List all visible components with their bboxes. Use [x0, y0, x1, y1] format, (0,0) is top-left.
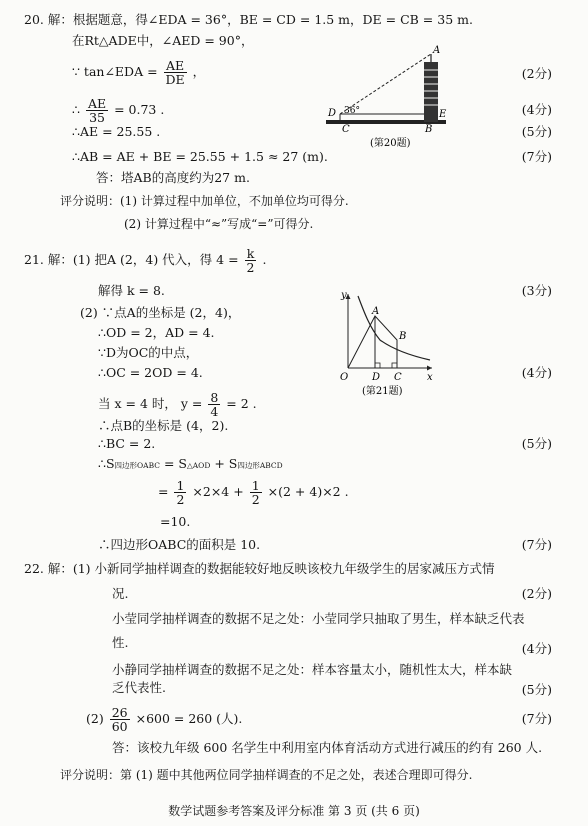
q21-line5: ∵D为OC的中点，	[98, 345, 199, 360]
q20-tan-prefix: ∵ tan∠EDA =	[72, 64, 158, 79]
q20-line1: 20. 解：根据题意，得∠EDA = 36°，BE = CD = 1.5 m，DE = CB = 35 m.	[24, 12, 473, 27]
q22-line1: 22. 解：(1) 小新同学抽样调查的数据能较好地反映该校九年级学生的居家减压方式情	[24, 561, 495, 576]
q21-score-2: (4分)	[521, 365, 552, 380]
q21-label-c: C	[394, 372, 402, 383]
q22-score-2: (4分)	[521, 641, 552, 656]
q21-line7-prefix: 当 x = 4 时，	[98, 396, 177, 411]
q20-tan-denominator: DE	[165, 72, 185, 87]
q21-right-angle-c	[392, 363, 397, 368]
q21-area-line	[98, 456, 283, 474]
q21-calc-mid: ×2×4 +	[192, 484, 244, 499]
q21-quadrilateral	[348, 316, 397, 368]
q21-area-lhs: ∴S	[98, 456, 115, 471]
q22-fraction	[110, 706, 130, 733]
q20-tan-numerator: AE	[164, 59, 187, 73]
q21-calc-eq: =	[158, 484, 169, 499]
q20-score-1: (2分)	[521, 66, 552, 81]
q20-label-c: C	[342, 124, 350, 135]
q20-label-angle: 36°	[344, 106, 360, 116]
q21-line1-prefix: 21. 解：(1) 把A (2，4) 代入，得 4 =	[24, 252, 239, 267]
q21-conclusion: ∴四边形OABC的面积是 10.	[98, 537, 261, 552]
q20-eval-1: 评分说明：(1) 计算过程中加单位，不加单位均可得分.	[60, 194, 349, 208]
q21-label-x: x	[427, 372, 433, 383]
q21-line6: ∴OC = 2OD = 4.	[98, 365, 203, 380]
q21-half-2	[250, 479, 262, 506]
q21-y-fraction	[208, 391, 220, 418]
q21-right-angle-d	[375, 363, 380, 368]
q20-score-3: (5分)	[521, 124, 552, 139]
q20-figure	[326, 44, 450, 152]
q21-y-denominator: 4	[210, 404, 219, 419]
q20-ratio-numerator: AE	[87, 96, 107, 111]
q21-calc-line	[158, 479, 349, 506]
q20-score-2: (4分)	[521, 102, 552, 117]
q21-calc-end: ×(2 + 4)×2 .	[267, 484, 349, 499]
q21-caption: (第21题)	[362, 386, 403, 397]
q20-label-d: D	[328, 108, 337, 119]
q22-score-4: (7分)	[521, 711, 552, 726]
q21-area-t2-sub: 四边形ABCD	[237, 461, 283, 470]
q21-line7	[98, 391, 257, 418]
q20-label-a: A	[433, 45, 441, 56]
q22-line6: 乏代表性.	[112, 680, 166, 695]
q20-tan-fraction	[164, 59, 187, 86]
q21-k-numerator: k	[245, 247, 257, 261]
q21-area-t1-sub: △AOD	[186, 461, 211, 470]
q21-label-d: D	[372, 372, 381, 383]
q20-answer: 答：塔AB的高度约为27 m.	[96, 170, 250, 185]
q21-line4: ∴OD = 2，AD = 4.	[98, 325, 215, 340]
q21-score-3: (5分)	[521, 436, 552, 451]
q21-y-numerator: 8	[210, 390, 219, 405]
q21-half-1-numerator: 1	[176, 478, 185, 493]
q22-score-1: (2分)	[521, 586, 552, 601]
q20-ratio-prefix: ∴	[72, 102, 80, 117]
q21-result: =10.	[160, 514, 191, 529]
q20-caption: (第20题)	[370, 138, 411, 149]
q21-area-plus: + S	[210, 456, 238, 471]
q21-label-b: B	[399, 331, 407, 342]
q20-label-b: B	[425, 124, 433, 135]
q21-half-1	[174, 479, 186, 506]
q21-area-eq: = S	[160, 456, 187, 471]
q21-line8: ∴点B的坐标是 (4，2).	[98, 418, 229, 433]
q21-line1	[24, 247, 266, 274]
q22-score-3: (5分)	[521, 682, 552, 697]
q20-tan-line	[72, 59, 205, 86]
q20-ae-line: ∴AE = 25.55 .	[72, 124, 161, 139]
q21-k-denominator: 2	[246, 260, 255, 275]
q22-line2: 况.	[112, 586, 129, 601]
q22-calc-prefix: (2)	[86, 711, 104, 726]
q21-k-fraction	[245, 247, 257, 274]
q21-line2: 解得 k = 8.	[98, 283, 165, 298]
q21-figure	[332, 288, 436, 398]
q21-half-2-numerator: 1	[251, 478, 260, 493]
q21-half-1-denominator: 2	[176, 492, 185, 507]
q21-score-4: (7分)	[521, 537, 552, 552]
q22-line3: 小莹同学抽样调查的数据不足之处：小莹同学只抽取了男生，样本缺乏代表	[112, 611, 525, 626]
q22-calc-line	[86, 706, 242, 733]
q21-line1-suffix: .	[262, 252, 267, 267]
q20-tower	[424, 62, 438, 122]
q20-label-e: E	[439, 109, 447, 120]
q21-line7-suffix: = 2 .	[226, 396, 257, 411]
page-footer: 数学试题参考答案及评分标准 第 3 页 (共 6 页)	[168, 804, 420, 818]
q20-line2: 在Rt△ADE中，∠AED = 90°，	[72, 33, 254, 48]
q21-label-o: O	[340, 372, 349, 383]
q21-line3: (2) ∵点A的坐标是 (2，4)，	[80, 305, 241, 320]
q20-ratio-fraction	[86, 97, 108, 124]
q22-eval: 评分说明：第 (1) 题中其他两位同学抽样调查的不足之处，表述合理即可得分.	[60, 768, 473, 782]
q20-ratio-line	[72, 97, 164, 124]
q21-line7-y: y =	[180, 396, 203, 411]
q20-sight-line	[340, 54, 431, 114]
q22-calc-suffix: ×600 = 260 (人).	[135, 711, 243, 726]
q20-tan-suffix: ，	[192, 64, 206, 79]
q22-line5: 小静同学抽样调查的数据不足之处：样本容量太小，随机性太大，样本缺	[112, 662, 513, 677]
q20-ratio-suffix: = 0.73 .	[114, 102, 165, 117]
q20-ab-line: ∴AB = AE + BE = 25.55 + 1.5 ≈ 27 (m).	[72, 149, 328, 164]
q21-half-2-denominator: 2	[251, 492, 260, 507]
q21-line9: ∴BC = 2.	[98, 436, 156, 451]
q22-denominator: 60	[111, 719, 128, 734]
q20-eval-2: (2) 计算过程中“≈”写成“=”可得分.	[124, 217, 314, 231]
q21-area-lhs-sub: 四边形OABC	[114, 461, 160, 470]
q22-answer: 答：该校九年级 600 名学生中利用室内体育活动方式进行减压的约有 260 人.	[112, 740, 543, 755]
q21-label-y: y	[341, 290, 347, 301]
q22-line4: 性.	[112, 635, 129, 650]
q21-score-1: (3分)	[521, 283, 552, 298]
q22-numerator: 26	[111, 705, 128, 720]
q21-x-arrow	[427, 366, 432, 371]
q20-score-4: (7分)	[521, 149, 552, 164]
q21-label-a: A	[372, 306, 380, 317]
q20-ratio-denominator: 35	[89, 110, 105, 125]
